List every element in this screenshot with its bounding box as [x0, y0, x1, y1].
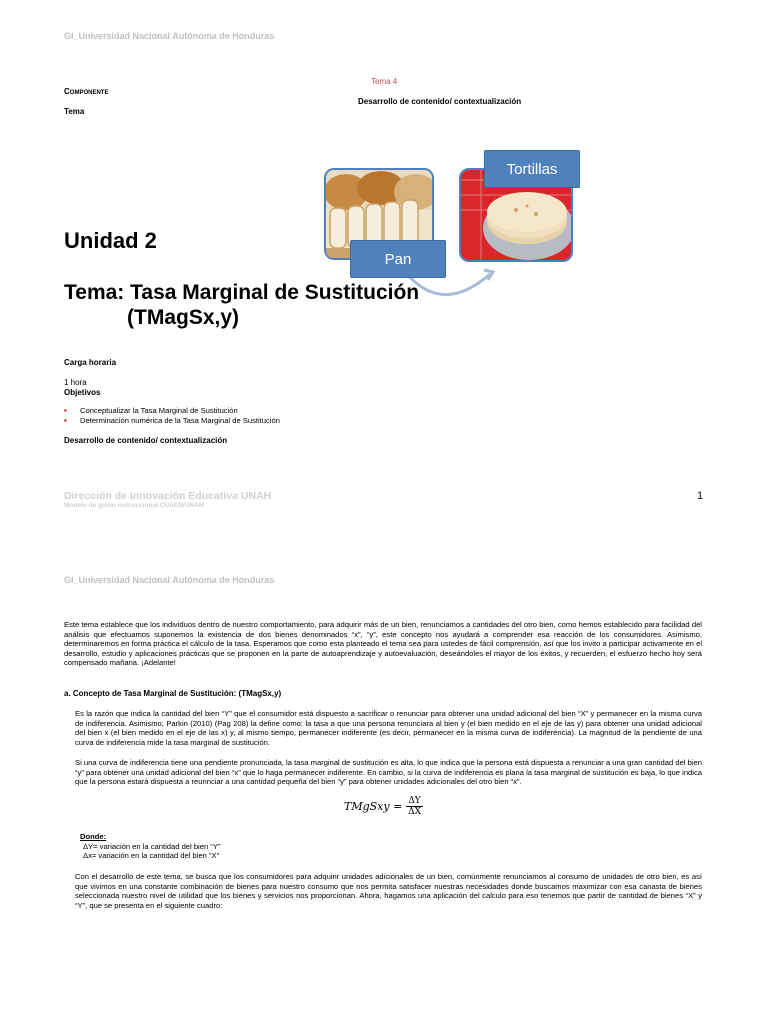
- pan-box: Pan: [350, 240, 446, 278]
- tortillas-box: Tortillas: [484, 150, 580, 188]
- paragraph-application: Con el desarrollo de este tema, se busca que los consumidores para adquirir unidades adicionales de un bien, comúnmente renunciamos al consumo de unidades de otro bien, es así que vivimos en una constante combinación de bienes para nuestro consumo que nos permita satisfacer nuestras necesidades donde buscamos maximizar con esa canasta de bienes seleccionada nuestro nivel de utilidad que los bienes y servicios nos proporcionan. Ahora, hagamos una aplicación del calculo para eso tenemos que partir de cantidad de bienes “X” y “Y”, que se presenta en el siguiente cuadro:: [75, 872, 702, 910]
- topic-title-line1: Tema: Tasa Marginal de Sustitución: [64, 281, 420, 304]
- list-item: ▪ Determinación numérica de la Tasa Marginal de Sustitución: [64, 416, 280, 425]
- intro-paragraph: Este tema establece que los individuos dentro de nuestro comportamiento, para adquirir más de un bien, renunciamos a cantidades del otro bien, como hemos establecido para facilidad del análisis que efectuamos suponemos la existencia de dos bienes denominados “x”, “y”, este concepto nos ayudará a comprender esa reacción de los consumidores. Asimismo, determinaremos en forma práctica el cálculo de la tasa. Esperamos que como esta planteado el tema sea para ustedes de fácil comprensión, así que los invito a participar activamente en el desarrollo, estudio y aplicaciones prácticas que se proponen en la parte de autoaprendizaje y autoevaluación, deseándoles el mayor de los éxitos, y recuerden, el esfuerzo hecho hoy será compensado mañana. ¡Adelante!: [64, 620, 702, 668]
- carga-horaria-value: 1 hora: [64, 378, 87, 387]
- unit-title: Unidad 2: [64, 228, 157, 253]
- paragraph-definition: Es la razón que indica la cantidad del bien “Y” que el consumidor está dispuesto a sacrificar o renunciar para obtener una unidad adicional del bien “X” y permanecer en la misma curva de indiferencia. Asimismo, Parkin (2010) (Pag 208) la define como: la tasa a que una persona renunciara al bien y (el bien medido en el eje de las y) para obtener una unidad adicional del bien x (el bien medido en el eje de las x) y, al mismo tiempo, permanecer indiferente (es decir, permanecer en la misma curva de indiferencia). La magnitud de la pendiente de una curva de indiferencia mide la tasa marginal de sustitución.: [75, 709, 702, 747]
- topic-title-line2: (TMagSx,y): [127, 306, 240, 329]
- donde-item-y: ΔY= variación en la cantidad del bien “Y”: [83, 841, 221, 851]
- donde-label: Donde:: [80, 832, 107, 841]
- footer-title: Dirección de Innovación Educativa UNAH: [64, 490, 272, 502]
- tema-number: Tema 4: [371, 77, 398, 86]
- list-item: ▪ Conceptualizar la Tasa Marginal de Sustitución: [64, 406, 238, 415]
- objectives-list: [64, 406, 464, 426]
- formula-fraction: [406, 796, 422, 817]
- componente-label: Componente: [64, 87, 109, 96]
- footer-subtitle: Modelo de guión instruccional CUAED/UNAM: [64, 502, 205, 509]
- page-header: GI_Universidad Nacional Autónoma de Honduras: [64, 31, 275, 41]
- objetivos-label: Objetivos: [64, 388, 101, 397]
- page-header-2: GI_Universidad Nacional Autónoma de Honduras: [64, 575, 275, 585]
- page-number: 1: [697, 490, 704, 502]
- goods-diagram: [320, 148, 582, 308]
- tema-label: Tema: [64, 107, 85, 116]
- formula-denominator: ΔX: [408, 807, 421, 817]
- formula-numerator: ΔY: [408, 796, 421, 806]
- formula-lhs: TMgSxy =: [344, 800, 403, 813]
- paragraph-slope: Si una curva de indiferencia tiene una pendiente pronunciada, la tasa marginal de sustitución es alta, lo que indica que la persona está dispuesta a renunciar a una gran cantidad del bien “y” para obtener una unidad adicional del bien “x” que lo haga permanecer indiferente. En cambio, si la curva de indiferencia es plana la tasa marginal de sustitución es baja, lo que indica que la persona estará dispuesta a reunnciar a una cantidad pequeña del bien “y” para obtener unidades adicionales del otro bien “x”.: [75, 758, 702, 787]
- tms-formula: [344, 796, 423, 817]
- desarrollo-heading: Desarrollo de contenido/ contextualización: [358, 97, 522, 106]
- carga-horaria-label: Carga horaria: [64, 358, 117, 367]
- donde-item-x: Δx= variación en la cantidad del bien “X”: [83, 851, 220, 861]
- section-a-heading: a. Concepto de Tasa Marginal de Sustitución: (TMagSx,y): [64, 689, 282, 698]
- desarrollo-contenido-label: Desarrollo de contenido/ contextualización: [64, 436, 228, 445]
- donde-block: [80, 832, 220, 861]
